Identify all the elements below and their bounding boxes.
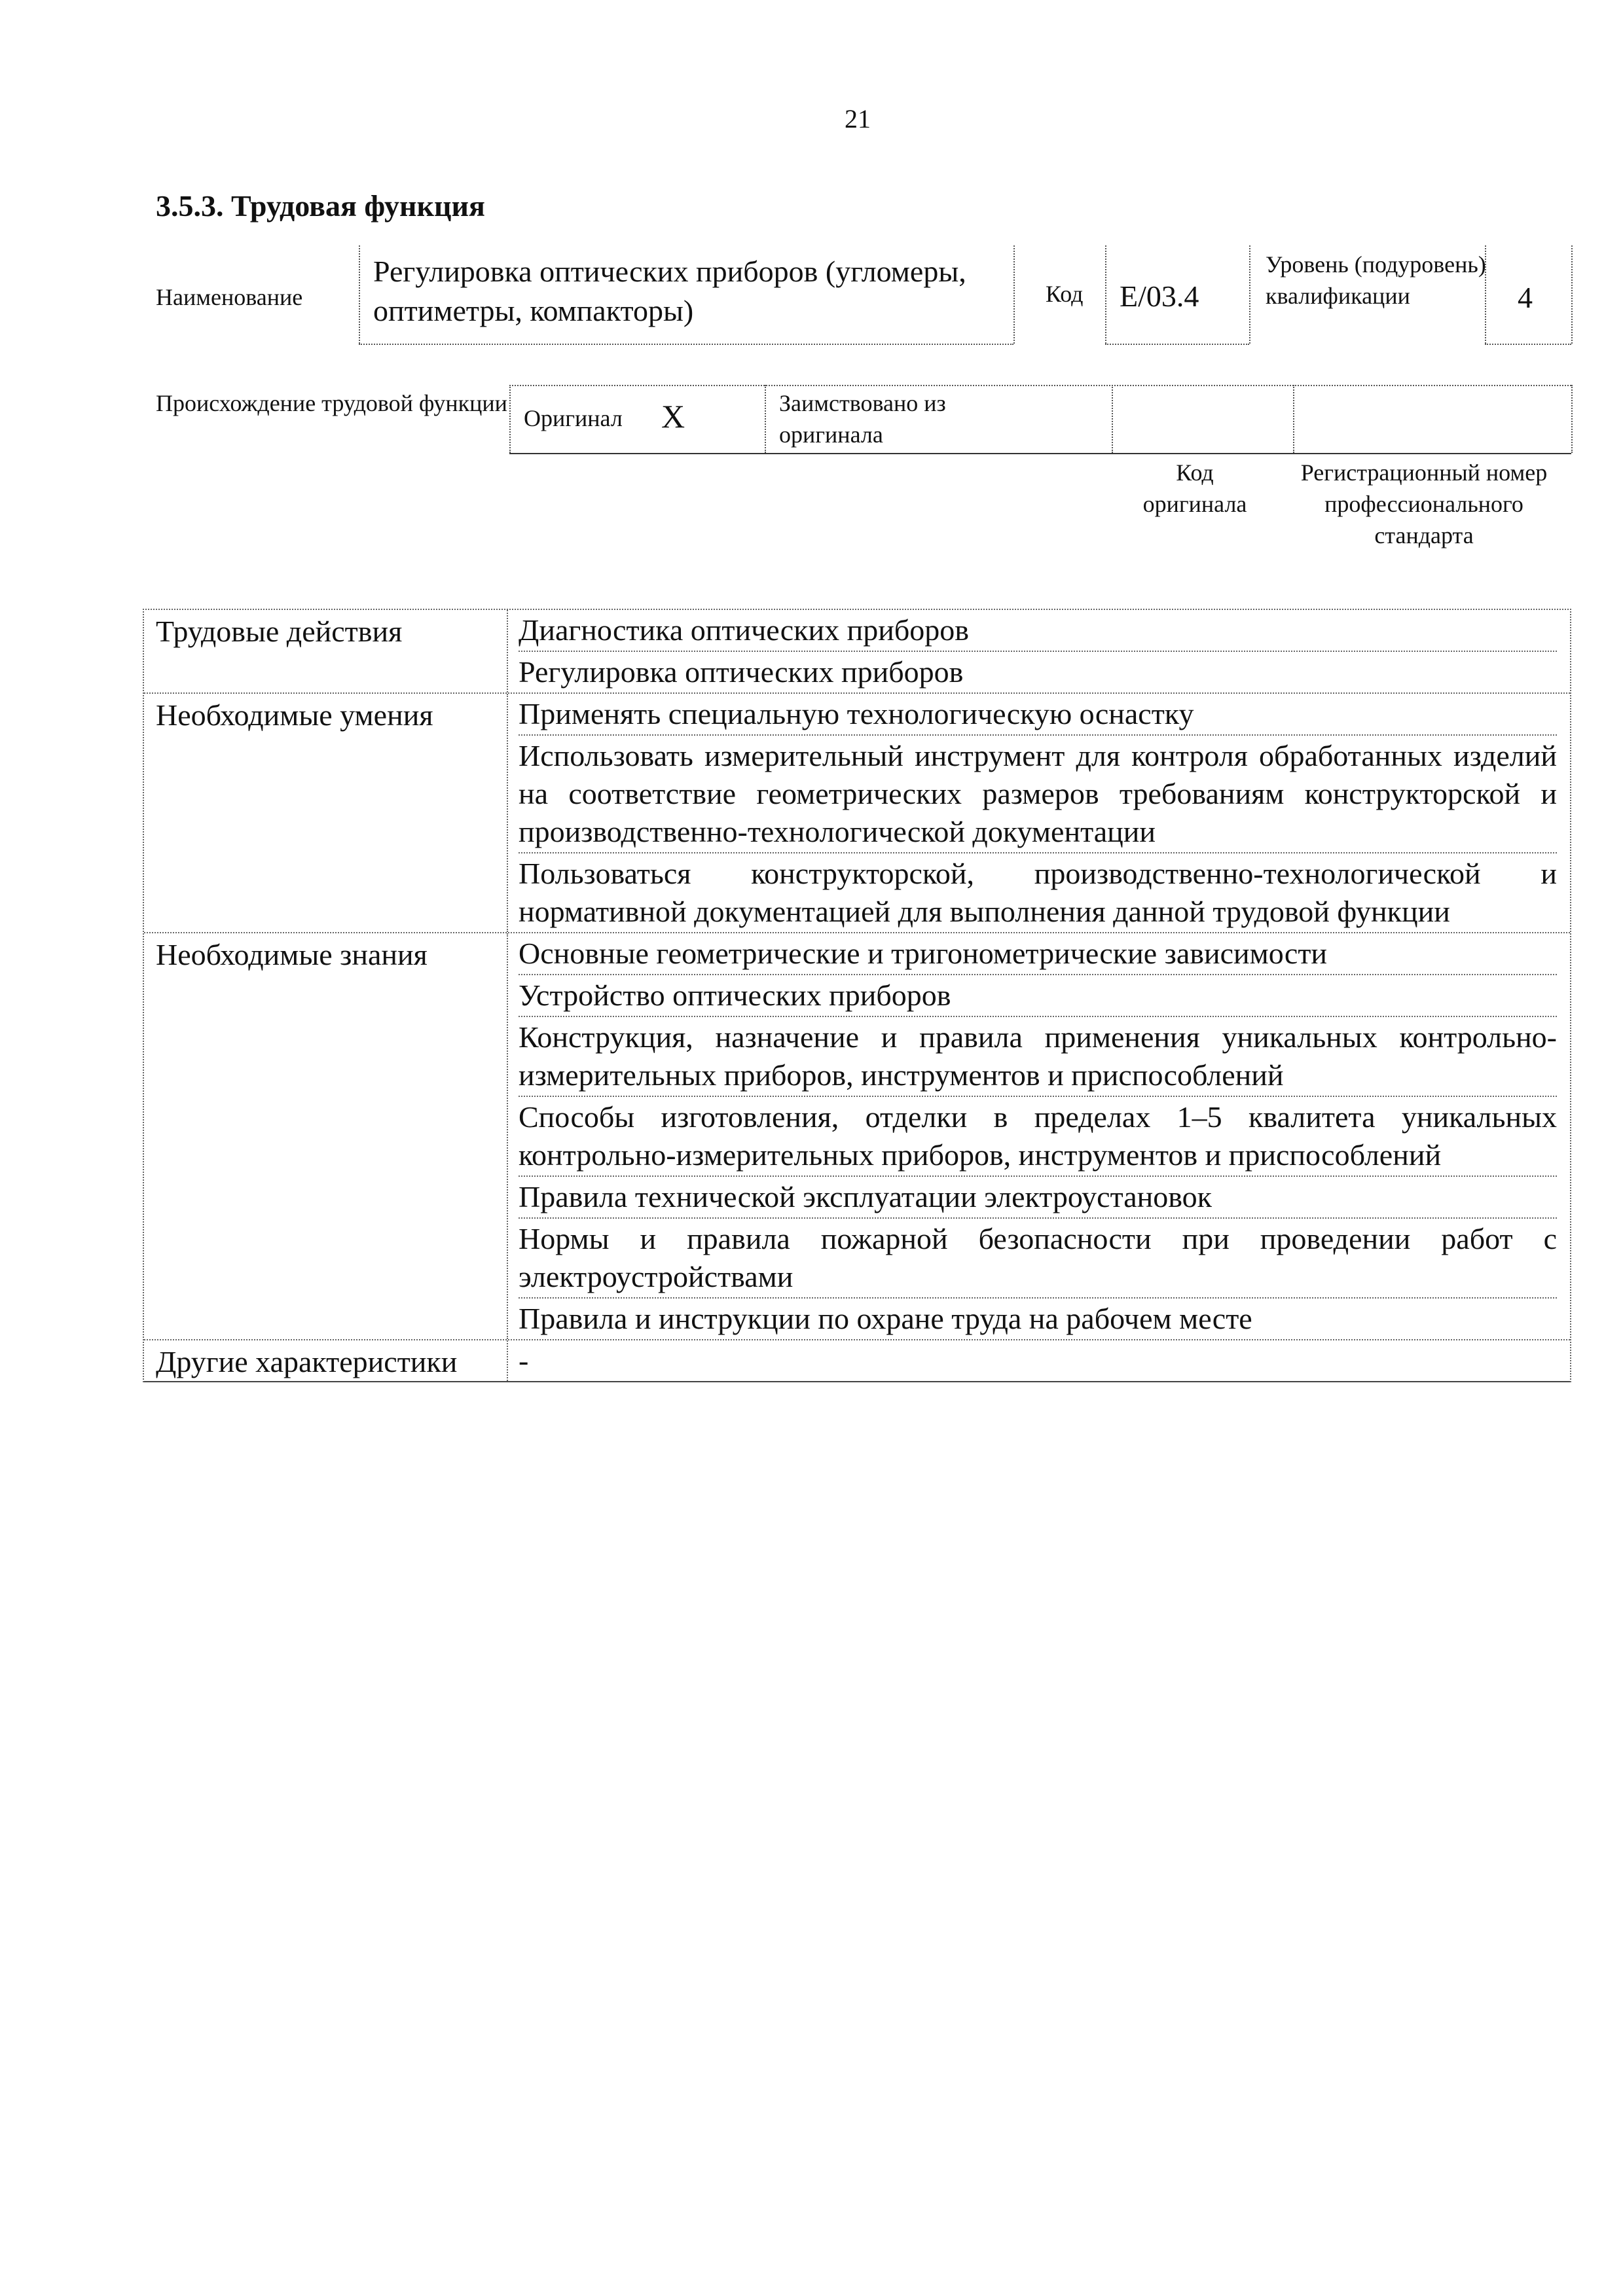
list-item: Устройство оптических приборов: [519, 975, 1557, 1017]
list-item: Конструкция, назначение и правила применения уникальных контрольно-измерительных приборов, инструментов и приспособлений: [519, 1017, 1557, 1097]
list-item: -: [519, 1344, 529, 1377]
borrowed-label: Заимствовано из оригинала: [779, 390, 946, 448]
list-item: Нормы и правила пожарной безопасности при проведении работ с электроустройствами: [519, 1219, 1557, 1299]
list-item: Правила и инструкции по охране труда на рабочем месте: [519, 1302, 1252, 1335]
section-title-skills: Необходимые умения: [156, 698, 433, 732]
level-value: 4: [1518, 281, 1533, 314]
list-item: Пользоваться конструкторской, производственно-технологической и нормативной документацией для выполнения данной трудовой функции: [519, 857, 1557, 928]
section-knowledge: [144, 933, 1570, 1340]
list-item: Регулировка оптических приборов: [519, 655, 964, 689]
labor-function-table: [143, 609, 1571, 1382]
section-title: 3.5.3. Трудовая функция: [156, 189, 485, 223]
name-label: Наименование: [156, 284, 303, 310]
original-label: Оригинал: [524, 405, 623, 431]
list-item: Правила технической эксплуатации электроустановок: [519, 1177, 1557, 1219]
caption-code-original: Код оригинала: [1142, 459, 1247, 517]
list-item: Применять специальную технологическую оснастку: [519, 694, 1557, 736]
origin-label: Происхождение трудовой функции: [156, 390, 507, 416]
name-value: Регулировка оптических приборов (угломеры, оптиметры, компакторы): [373, 255, 966, 327]
code-label: Код: [1046, 281, 1084, 307]
section-skills: [144, 694, 1570, 933]
list-item: Диагностика оптических приборов: [519, 610, 1557, 652]
section-labor-actions: [144, 610, 1570, 694]
list-item: Использовать измерительный инструмент для контроля обработанных изделий на соответствие геометрических размеров требованиям конструкторской и производственно-технологической документации: [519, 736, 1557, 853]
list-item: Способы изготовления, отделки в пределах 1–5 квалитета уникальных контрольно-измерительных приборов, инструментов и приспособлений: [519, 1097, 1557, 1177]
section-title-other: Другие характеристики: [156, 1345, 458, 1378]
section-other: [144, 1340, 1570, 1382]
list-item: Основные геометрические и тригонометрические зависимости: [519, 933, 1557, 975]
page-number: 21: [845, 104, 871, 134]
section-title-labor-actions: Трудовые действия: [156, 615, 403, 648]
section-title-knowledge: Необходимые знания: [156, 938, 428, 971]
level-label-text: Уровень (подуровень) квалификации: [1266, 251, 1486, 309]
level-label: [1266, 249, 1488, 312]
caption-reg-number: Регистрационный номер профессионального стандарта: [1300, 459, 1548, 548]
code-value: E/03.4: [1120, 279, 1199, 313]
original-mark: X: [661, 398, 685, 435]
